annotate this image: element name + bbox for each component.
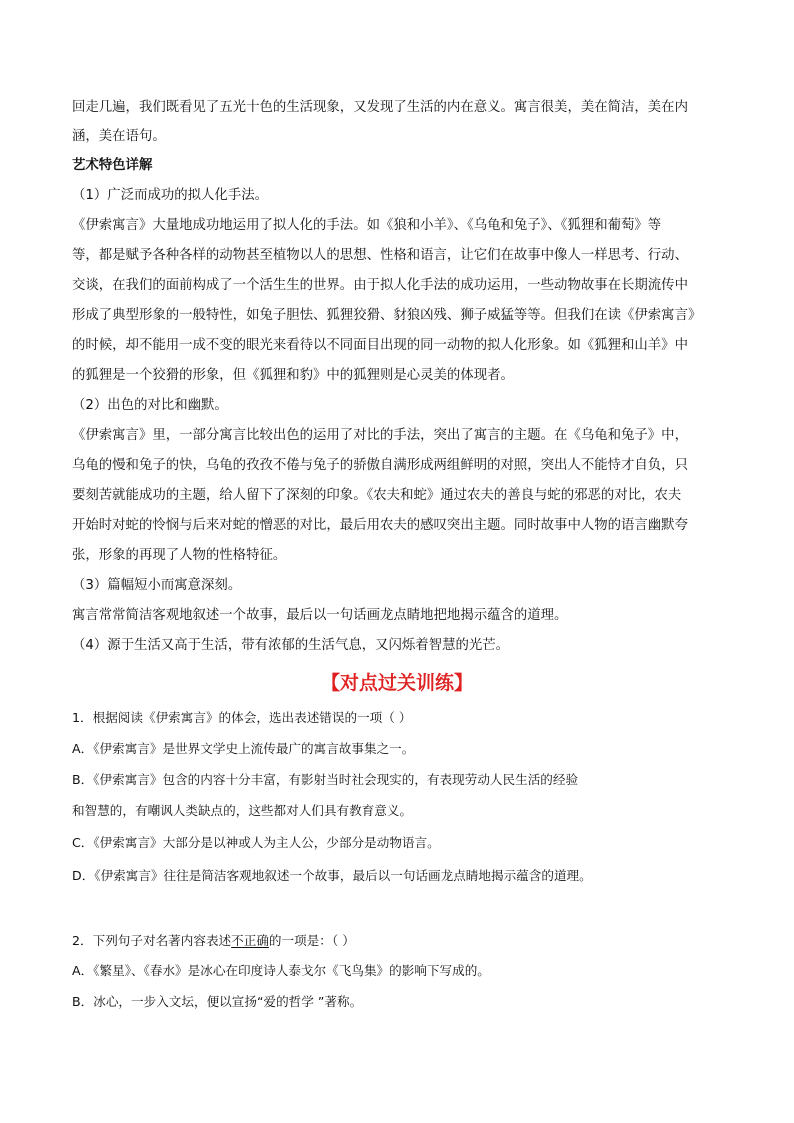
paragraph-line: 形成了典型形象的一般特性，如兔子胆怯、狐狸狡猾、豺狼凶残、狮子威猛等等。但我们在读《伊索寓言》: [72, 308, 702, 323]
paragraph-line: 的时候，却不能用一成不变的眼光来看待以不同面目出现的同一动物的拟人化形象。如《狐狸和山羊》中: [72, 338, 688, 353]
question-2-option-b: B．冰心，一步入文坛，便以宣扬“爱的哲学 ”著称。: [72, 994, 363, 1009]
paragraph-line: 等，都是赋予各种各样的动物甚至植物以人的思想、性格和语言，让它们在故事中像人一样思考、行动、: [72, 248, 688, 263]
paragraph-line: 张，形象的再现了人物的性格特征。: [72, 548, 287, 563]
feature-1-title: （1）广泛而成功的拟人化手法。: [72, 188, 268, 203]
paragraph-line: 《伊索寓言》里，一部分寓言比较出色的运用了对比的手法，突出了寓言的主题。在《乌龟和兔子》中，: [72, 428, 688, 443]
paragraph-line: 交谈，在我们的面前构成了一个活生生的世界。由于拟人化手法的成功运用，一些动物故事在长期流传中: [72, 278, 688, 293]
question-2-option-a: A．《繁星》、《春水》是冰心在印度诗人泰戈尔《飞鸟集》的影响下写成的。: [72, 963, 490, 978]
paragraph-line: 的狐狸是一个狡猾的形象，但《狐狸和豹》中的狐狸则是心灵美的体现者。: [72, 368, 514, 383]
feature-3-title: （3）篇幅短小而寓意深刻。: [72, 578, 242, 593]
paragraph-line: 开始时对蛇的怜悯与后来对蛇的憎恶的对比，最后用农夫的感叹突出主题。同时故事中人物的语言幽默夸: [72, 518, 688, 533]
question-2-stem-text: 2．下列句子对名著内容表述: [72, 933, 232, 948]
question-1-option-b-cont: 和智慧的，有嘲讽人类缺点的，这些都对人们具有教育意义。: [72, 803, 413, 818]
paragraph-line: 寓言常常简洁客观地叙述一个故事，最后以一句话画龙点睛地把地揭示蕴含的道理。: [72, 608, 568, 623]
question-1-stem: 1．根据阅读《伊索寓言》的体会，选出表述错误的一项（ ）: [72, 710, 412, 725]
question-2-stem-emphasis: 不正确: [231, 933, 269, 948]
question-2-stem: [72, 931, 732, 951]
intro-line: 回走几遍，我们既看见了五光十色的生活现象，又发现了生活的内在意义。寓言很美，美在简洁，美在内: [72, 100, 688, 115]
training-section-title: 【对点过关训练】: [320, 672, 473, 694]
question-1-option-d: D．《伊索寓言》往往是简洁客观地叙述一个故事，最后以一句话画龙点睛地揭示蕴含的道理。: [72, 868, 592, 883]
feature-4-title: （4）源于生活又高于生活，带有浓郁的生活气息，又闪烁着智慧的光芒。: [72, 638, 510, 653]
paragraph-line: 乌龟的慢和兔子的快，乌龟的孜孜不倦与兔子的骄傲自满形成两组鲜明的对照，突出人不能恃才自负，只: [72, 458, 688, 473]
question-1-option-b: B．《伊索寓言》包含的内容十分丰富，有影射当时社会现实的，有表现劳动人民生活的经验: [72, 772, 579, 787]
feature-2-title: （2）出色的对比和幽默。: [72, 398, 228, 413]
paragraph-line: 《伊索寓言》大量地成功地运用了拟人化的手法。如《狼和小羊》、《乌龟和兔子》、《狐狸和葡萄》等: [72, 218, 662, 233]
art-features-heading: 艺术特色详解: [72, 158, 153, 173]
intro-line: 涵，美在语句。: [72, 129, 166, 144]
question-1-option-a: A．《伊索寓言》是世界文学史上流传最广的寓言故事集之一。: [72, 741, 415, 756]
question-2-stem-text: 的一项是：（ ）: [268, 933, 355, 948]
paragraph-line: 要刻苦就能成功的主题，给人留下了深刻的印象。《农夫和蛇》通过农夫的善良与蛇的邪恶的对比，农夫: [72, 488, 682, 503]
question-1-option-c: C．《伊索寓言》大部分是以神或人为主人公，少部分是动物语言。: [72, 835, 440, 850]
